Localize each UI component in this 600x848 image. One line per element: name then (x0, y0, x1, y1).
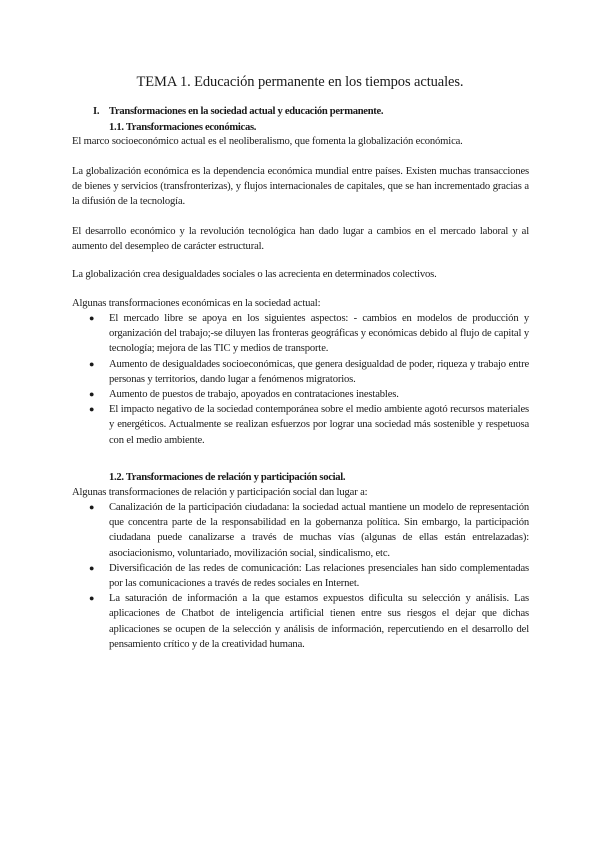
list-item-text: El impacto negativo de la sociedad contemporánea sobre el medio ambiente agotó recursos materiales y energéticos. Actualmente se realizan esfuerzos por lograr una sociedad más sostenible y respetuosa con el medio ambiente. (109, 404, 529, 446)
list-item (72, 311, 529, 357)
paragraph: La globalización crea desigualdades sociales o las acrecienta en determinados colectivos. (72, 269, 437, 280)
list-item (72, 357, 529, 387)
page-title: TEMA 1. Educación permanente en los tiempos actuales. (136, 74, 464, 90)
paragraph: Algunas transformaciones de relación y participación social dan lugar a: (72, 487, 368, 498)
list-item-text: El mercado libre se apoya en los siguientes aspectos: - cambios en modelos de producción y organización del trabajo;-se diluyen las fronteras geográficas y económicas debido al flujo de capital y tecnología; mejora de las TIC y medios de transporte. (109, 313, 529, 355)
list-item-text: Canalización de la participación ciudadana: la sociedad actual mantiene un modelo de representación que concentra parte de la responsabilidad en la gobernanza política. Sin embargo, la participación ciudadana puede canalizarse a través de muchas vías (algunas de ellas están entrelazadas): asociacionismo, voluntariado, movilización social, sindicalismo, etc. (109, 502, 529, 559)
paragraph: El desarrollo económico y la revolución tecnológica han dado lugar a cambios en el mercado laboral y al aumento del desempleo de carácter estructural. (72, 226, 529, 253)
bullet-icon: ● (89, 562, 95, 573)
social-bullet-list (72, 500, 529, 652)
bullet-icon: ● (89, 389, 95, 400)
subsection-heading-social: 1.2. Transformaciones de relación y participación social. (109, 472, 346, 483)
subsection-heading-economic: 1.1. Transformaciones económicas. (109, 122, 257, 133)
bullet-icon: ● (89, 502, 95, 512)
bullet-icon: ● (89, 313, 95, 323)
list-item-text: Aumento de puestos de trabajo, apoyados en contrataciones inestables. (109, 389, 399, 401)
section-number: I. (93, 106, 100, 117)
list-item-text: La saturación de información a la que estamos expuestos dificulta su selección y análisis. Las aplicaciones de Chatbot de inteligencia artificial tienen entre sus riesgos el dejar que dichas aplicaciones se ocupen de la selección y análisis de información, repercutiendo en el desarrollo del pensamiento crítico y de la creatividad humana. (109, 593, 529, 650)
list-item (72, 402, 529, 448)
bullet-icon: ● (89, 358, 95, 369)
paragraph: La globalización económica es la dependencia económica mundial entre países. Existen muchas transacciones de bienes y servicios (transfronterizas), y flujos internacionales de capitales, que se han incrementado gracias a la difusión de la tecnología. (72, 166, 529, 208)
section-heading-text: Transformaciones en la sociedad actual y educación permanente. (109, 106, 384, 117)
list-item (72, 561, 529, 591)
paragraph: Algunas transformaciones económicas en la sociedad actual: (72, 298, 321, 309)
list-item-text: Diversificación de las redes de comunicación: Las relaciones presenciales han sido complementadas por las comunicaciones a través de redes sociales en Internet. (109, 562, 529, 590)
bullet-icon: ● (89, 404, 95, 415)
economic-bullet-list (72, 311, 529, 448)
list-item-text: Aumento de desigualdades socioeconómicas, que genera desigualdad de poder, riqueza y trabajo entre personas y territorios, dando lugar a fenómenos migratorios. (109, 358, 529, 385)
list-item (72, 500, 529, 561)
list-item (72, 387, 529, 402)
paragraph: El marco socioeconómico actual es el neoliberalismo, que fomenta la globalización económica. (72, 136, 463, 147)
section-heading (93, 106, 383, 117)
list-item (72, 591, 529, 652)
bullet-icon: ● (89, 593, 95, 604)
